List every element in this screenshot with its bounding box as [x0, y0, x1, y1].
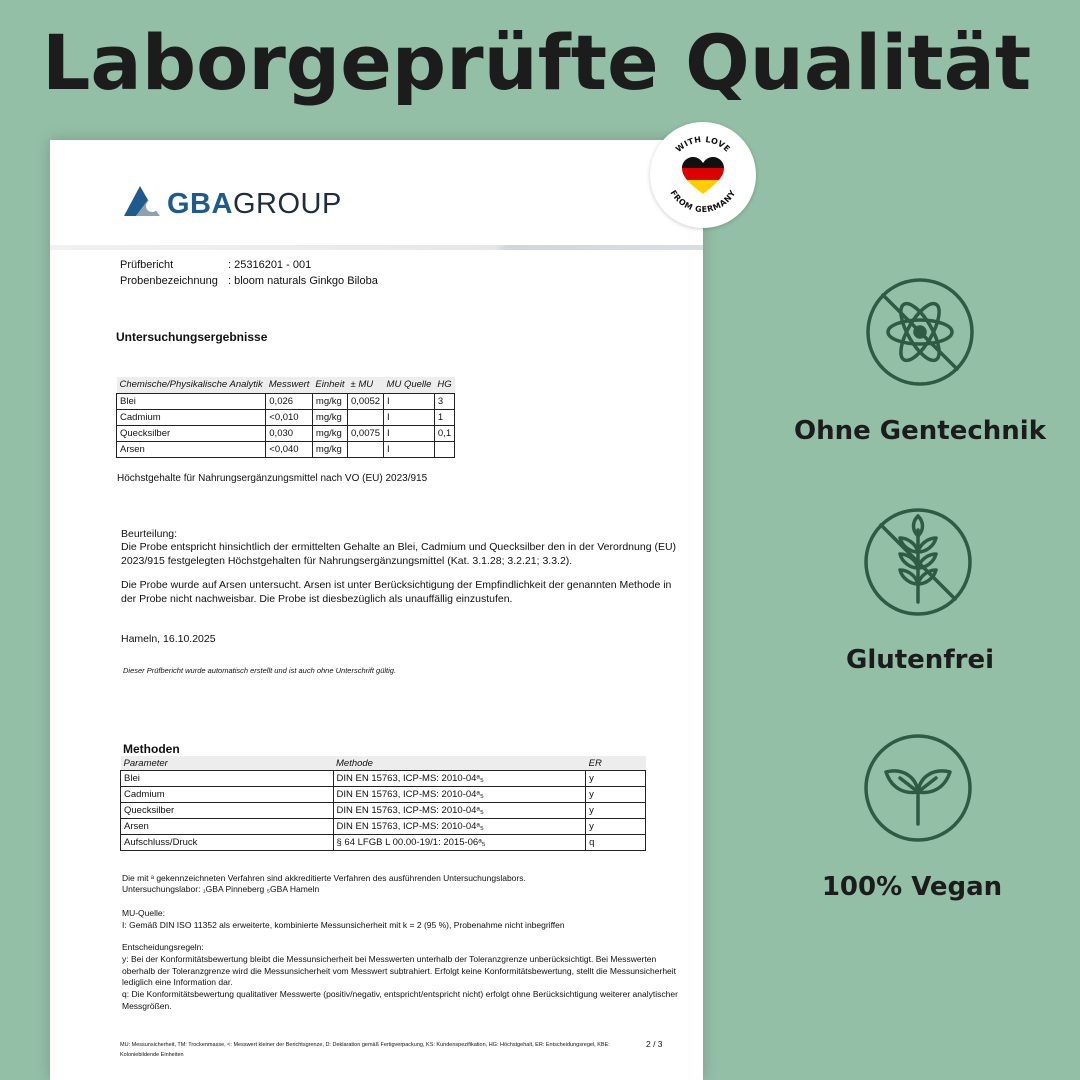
results-header: MU Quelle: [384, 377, 435, 394]
table-cell: mg/kg: [312, 426, 347, 442]
table-cell: Quecksilber: [117, 426, 266, 442]
meta-value: : 25316201 - 001: [228, 259, 312, 271]
header-divider: [50, 245, 703, 250]
assessment-paragraph: Die Probe entspricht hinsichtlich der ermittelten Gehalte an Blei, Cadmium und Quecksilber den in der Verordnung (EU) 2023/915 festgelegten Höchstgehalten für Nahrungsergänzungsmittel (Kat. 3.1.28; 3.2.21; 3.3.2).: [121, 541, 677, 567]
table-cell: Quecksilber: [121, 803, 334, 819]
table-cell: Aufschluss/Druck: [121, 835, 334, 851]
results-title: Untersuchungsergebnisse: [116, 330, 268, 344]
table-row: [117, 410, 455, 426]
meta-key: Probenbezeichnung: [120, 275, 218, 287]
methods-header: Parameter: [121, 756, 334, 771]
table-cell: Arsen: [121, 819, 334, 835]
decision-rule-q: q: Die Konformitätsbewertung qualitativer Messwerte (positiv/negativ, entspricht/entspricht nicht) erfolgt ohne Berücksichtigung weiterer analytischer Messgrößen.: [122, 989, 678, 1011]
feature-label-no-gmo: Ohne Gentechnik: [794, 416, 1046, 446]
table-cell: y: [586, 771, 646, 787]
results-header: HG: [434, 377, 454, 394]
no-gmo-atom-icon: [864, 276, 976, 388]
table-cell: I: [384, 394, 435, 410]
table-cell: DIN EN 15763, ICP-MS: 2010-04ᵃ₅: [333, 771, 586, 787]
germany-heart-icon: [650, 122, 756, 228]
table-row: [121, 803, 646, 819]
table-cell: [347, 442, 383, 458]
vegan-leaf-icon: [862, 732, 974, 844]
assessment-label: Beurteilung:: [121, 528, 178, 540]
table-cell: DIN EN 15763, ICP-MS: 2010-04ᵃ₅: [333, 787, 586, 803]
table-row: [117, 394, 455, 410]
mu-source-text: I: Gemäß DIN ISO 11352 als erweiterte, kombinierte Messunsicherheit mit k = 2 (95 %), Probenahme nicht inbegriffen: [122, 920, 565, 930]
table-cell: [347, 410, 383, 426]
table-cell: Blei: [117, 394, 266, 410]
results-note: Höchstgehalte für Nahrungsergänzungsmittel nach VO (EU) 2023/915: [117, 473, 428, 484]
table-cell: q: [586, 835, 646, 851]
feature-label-gluten-free: Glutenfrei: [845, 645, 994, 675]
accredited-note: Die mit ᵃ gekennzeichneten Verfahren sind akkreditierte Verfahren des ausführenden Untersuchungslabors.: [122, 873, 526, 883]
place-date: Hameln, 16.10.2025: [121, 633, 216, 645]
assessment-paragraph: Die Probe wurde auf Arsen untersucht. Arsen ist unter Berücksichtigung der Empfindlichkeit der genannten Methode in der Probe nicht nachweisbar. Die Probe ist diesbezüglich als unauffällig einzustufen.: [121, 579, 672, 605]
meta-key: Prüfbericht: [120, 259, 174, 271]
meta-value: : bloom naturals Ginkgo Biloba: [228, 275, 378, 287]
table-cell: § 64 LFGB L 00.00-19/1: 2015-06ᵃ₅: [333, 835, 586, 851]
table-cell: DIN EN 15763, ICP-MS: 2010-04ᵃ₅: [333, 803, 586, 819]
lab-report-document: [50, 140, 703, 1080]
table-cell: I: [384, 426, 435, 442]
table-cell: y: [586, 819, 646, 835]
table-cell: 0,030: [266, 426, 313, 442]
methods-title: Methoden: [123, 742, 180, 756]
decision-rule-y: y: Bei der Konformitätsbewertung bleibt die Messunsicherheit bei Messwerten unterhalb der Toleranzgrenze unberücksichtigt. Bei Messwerten oberhalb der Toleranzgrenze wird die Messunsicherheit vom Messwert subtrahiert. Erfolgt keine Konformitätsbewertung, stellt die Messunsicherheit lediglich eine Information dar.: [122, 954, 677, 987]
table-cell: mg/kg: [312, 442, 347, 458]
table-cell: I: [384, 442, 435, 458]
table-cell: mg/kg: [312, 394, 347, 410]
table-cell: <0,010: [266, 410, 313, 426]
auto-generated-note: Dieser Prüfbericht wurde automatisch erstellt und ist auch ohne Unterschrift gültig.: [123, 666, 397, 675]
table-cell: 0,026: [266, 394, 313, 410]
table-cell: Blei: [121, 771, 334, 787]
gba-logo-icon: [122, 184, 162, 218]
decision-rules-label: Entscheidungsregeln:: [122, 942, 204, 952]
results-header: Chemische/Physikalische Analytik: [117, 377, 266, 394]
results-header: Messwert: [266, 377, 313, 394]
table-row: [121, 787, 646, 803]
lab-note: Untersuchungslabor: ₁GBA Pinneberg ₅GBA Hameln: [122, 884, 320, 894]
mu-source-label: MU-Quelle:: [122, 908, 165, 918]
table-cell: mg/kg: [312, 410, 347, 426]
table-cell: 0,1: [434, 426, 454, 442]
table-cell: y: [586, 803, 646, 819]
table-cell: <0,040: [266, 442, 313, 458]
table-row: [121, 771, 646, 787]
methods-header: Methode: [333, 756, 586, 771]
feature-label-vegan: 100% Vegan: [821, 872, 1003, 902]
table-row: [117, 426, 455, 442]
page-number: 2 / 3: [646, 1039, 663, 1049]
table-cell: y: [586, 787, 646, 803]
table-cell: Cadmium: [121, 787, 334, 803]
results-header: Einheit: [312, 377, 347, 394]
headline: Laborgeprüfte Qualität: [42, 18, 1032, 107]
table-cell: [434, 442, 454, 458]
table-row: [117, 442, 455, 458]
methods-header: ER: [586, 756, 646, 771]
with-love-from-germany-badge: [650, 122, 756, 228]
results-header: ± MU: [347, 377, 383, 394]
report-meta: [120, 257, 378, 289]
table-cell: DIN EN 15763, ICP-MS: 2010-04ᵃ₅: [333, 819, 586, 835]
no-wheat-icon: [862, 506, 974, 618]
table-cell: 0,0075: [347, 426, 383, 442]
gba-logo-text: GBAGROUP: [167, 188, 342, 220]
svg-text:FROM GERMANY: FROM GERMANY: [668, 188, 738, 215]
methods-table: [120, 756, 646, 851]
table-row: [121, 835, 646, 851]
table-cell: 0,0052: [347, 394, 383, 410]
table-row: [121, 819, 646, 835]
table-cell: Arsen: [117, 442, 266, 458]
results-table: [116, 377, 455, 458]
table-cell: I: [384, 410, 435, 426]
table-cell: 3: [434, 394, 454, 410]
footer-legend: MU: Messunsicherheit, TM: Trockenmasse, <: Messwert kleiner der Berichtsgrenze, D: Deklaration gemäß Fertigverpackung, KS: Kundenspezifikation, HG: Höchstgehalt, ER: Entscheidungsregel, KBE: Koloniebildende Einheiten: [120, 1042, 610, 1058]
svg-text:WITH LOVE: WITH LOVE: [674, 134, 733, 154]
table-cell: Cadmium: [117, 410, 266, 426]
table-cell: 1: [434, 410, 454, 426]
